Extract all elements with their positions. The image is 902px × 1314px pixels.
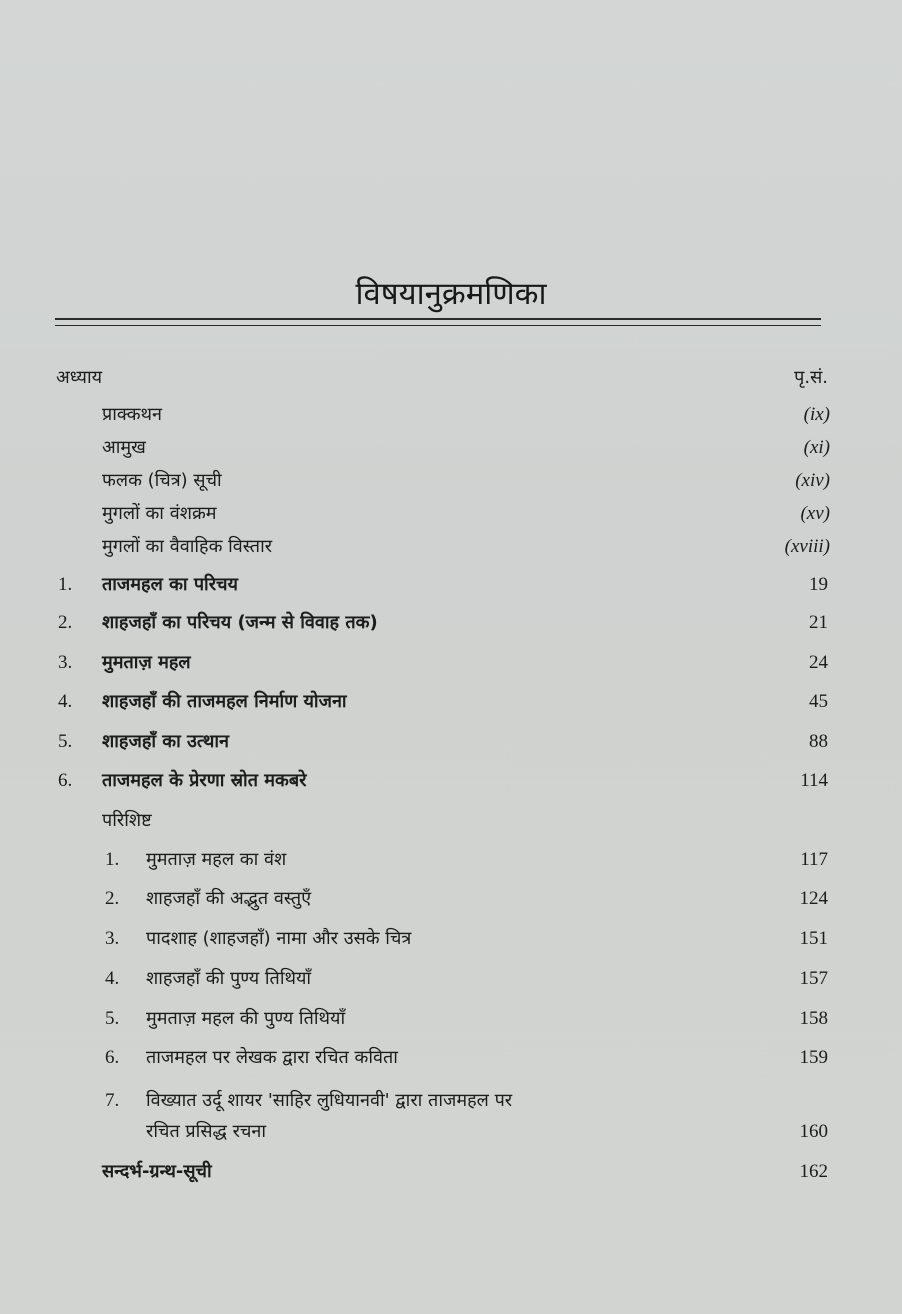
entry-page: (xiv) <box>795 470 830 491</box>
appendix-title: शाहजहाँ की पुण्य तिथियाँ <box>146 968 312 989</box>
bibliography-row <box>0 1156 902 1188</box>
appendix-number: 3. <box>105 928 120 949</box>
appendix-row <box>0 963 902 995</box>
appendix-page: 159 <box>799 1047 828 1068</box>
appendix-page: 157 <box>799 968 828 989</box>
appendix-title-continued: रचित प्रसिद्ध रचना <box>146 1121 267 1142</box>
bibliography-title: सन्दर्भ-ग्रन्थ-सूची <box>102 1161 212 1182</box>
appendix-number: 2. <box>105 888 120 909</box>
entry-page: (xi) <box>803 437 830 458</box>
list-item <box>0 465 902 497</box>
chapter-title: ताजमहल के प्रेरणा स्रोत मकबरे <box>102 770 307 791</box>
chapter-row <box>0 726 902 758</box>
column-header-page: पृ.सं. <box>794 367 828 388</box>
appendix-row <box>0 1003 902 1035</box>
appendix-number: 6. <box>105 1047 120 1068</box>
list-item <box>0 399 902 431</box>
column-header-chapter: अध्याय <box>56 367 103 388</box>
list-item <box>0 498 902 530</box>
chapter-title: मुमताज़ महल <box>102 652 191 673</box>
appendix-page: 124 <box>799 888 828 909</box>
chapter-row <box>0 647 902 679</box>
chapter-page: 45 <box>809 691 828 712</box>
appendix-row-continued <box>0 1116 902 1148</box>
appendix-row <box>0 923 902 955</box>
appendix-heading: परिशिष्ट <box>102 810 152 831</box>
appendix-number: 7. <box>105 1090 120 1111</box>
entry-label: फलक (चित्र) सूची <box>102 470 222 491</box>
chapter-page: 24 <box>809 652 828 673</box>
chapter-page: 21 <box>809 612 828 633</box>
appendix-page: 151 <box>799 928 828 949</box>
entry-label: मुगलों का वैवाहिक विस्तार <box>102 536 273 557</box>
chapter-number: 4. <box>58 691 73 712</box>
entry-label: आमुख <box>102 437 146 458</box>
title-rule-top <box>55 318 821 320</box>
chapter-title: ताजमहल का परिचय <box>102 574 238 595</box>
appendix-title: मुमताज़ महल का वंश <box>146 849 287 870</box>
appendix-row <box>0 883 902 915</box>
chapter-number: 2. <box>58 612 73 633</box>
column-header-row <box>0 362 902 394</box>
appendix-title: पादशाह (शाहजहाँ) नामा और उसके चित्र <box>146 928 412 949</box>
appendix-heading-row <box>0 805 902 837</box>
chapter-row <box>0 569 902 601</box>
appendix-page: 160 <box>799 1121 828 1142</box>
appendix-number: 1. <box>105 849 120 870</box>
chapter-number: 3. <box>58 652 73 673</box>
chapter-row <box>0 765 902 797</box>
chapter-row <box>0 607 902 639</box>
chapter-title: शाहजहाँ का परिचय (जन्म से विवाह तक) <box>102 612 378 633</box>
chapter-number: 6. <box>58 770 73 791</box>
list-item <box>0 531 902 563</box>
appendix-title: विख्यात उर्दू शायर 'साहिर लुधियानवी' द्वारा ताजमहल पर <box>146 1090 513 1111</box>
bibliography-page: 162 <box>799 1161 828 1182</box>
chapter-row <box>0 686 902 718</box>
list-item <box>0 432 902 464</box>
entry-label: प्राक्कथन <box>102 404 163 425</box>
chapter-number: 1. <box>58 574 73 595</box>
appendix-page: 158 <box>799 1008 828 1029</box>
entry-page: (ix) <box>803 404 830 425</box>
appendix-row <box>0 1085 902 1117</box>
appendix-row <box>0 1042 902 1074</box>
appendix-title: ताजमहल पर लेखक द्वारा रचित कविता <box>146 1047 398 1068</box>
page-title: विषयानुक्रमणिका <box>355 276 547 312</box>
appendix-page: 117 <box>800 849 828 870</box>
appendix-number: 5. <box>105 1008 120 1029</box>
appendix-title: मुमताज़ महल की पुण्य तिथियाँ <box>146 1008 346 1029</box>
chapter-page: 19 <box>809 574 828 595</box>
title-rule-bottom <box>55 325 821 326</box>
appendix-row <box>0 844 902 876</box>
entry-page: (xv) <box>800 503 830 524</box>
entry-page: (xviii) <box>784 536 830 557</box>
chapter-title: शाहजहाँ का उत्थान <box>102 731 229 752</box>
appendix-title: शाहजहाँ की अद्भुत वस्तुएँ <box>146 888 312 909</box>
chapter-page: 88 <box>809 731 828 752</box>
entry-label: मुगलों का वंशक्रम <box>102 503 217 524</box>
chapter-page: 114 <box>800 770 828 791</box>
chapter-title: शाहजहाँ की ताजमहल निर्माण योजना <box>102 691 347 712</box>
appendix-number: 4. <box>105 968 120 989</box>
chapter-number: 5. <box>58 731 73 752</box>
